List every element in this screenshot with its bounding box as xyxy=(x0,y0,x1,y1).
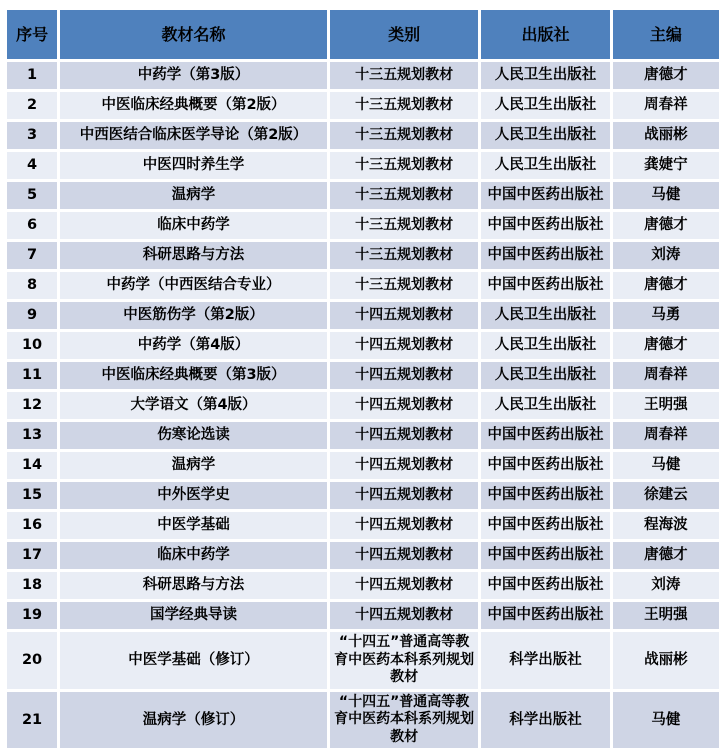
cell-name: 温病学 xyxy=(60,182,327,209)
cell-category: 十四五规划教材 xyxy=(330,512,478,539)
cell-category: 十三五规划教材 xyxy=(330,92,478,119)
cell-name: 中医四时养生学 xyxy=(60,152,327,179)
cell-name: 临床中药学 xyxy=(60,542,327,569)
cell-index: 5 xyxy=(7,182,57,209)
cell-editor: 徐建云 xyxy=(613,482,719,509)
table-body xyxy=(7,62,719,748)
cell-category: 十三五规划教材 xyxy=(330,242,478,269)
cell-category: 十三五规划教材 xyxy=(330,182,478,209)
cell-publisher: 人民卫生出版社 xyxy=(481,392,609,419)
cell-publisher: 人民卫生出版社 xyxy=(481,62,609,89)
cell-name: 中医临床经典概要（第3版） xyxy=(60,362,327,389)
cell-category: 十四五规划教材 xyxy=(330,332,478,359)
cell-editor: 战丽彬 xyxy=(613,122,719,149)
cell-category: 十四五规划教材 xyxy=(330,302,478,329)
cell-category: 十四五规划教材 xyxy=(330,392,478,419)
cell-index: 1 xyxy=(7,62,57,89)
cell-index: 6 xyxy=(7,212,57,239)
cell-name: 中药学（中西医结合专业） xyxy=(60,272,327,299)
cell-publisher: 科学出版社 xyxy=(481,692,609,749)
table-row xyxy=(7,422,719,449)
cell-index: 15 xyxy=(7,482,57,509)
cell-category: “十四五”普通高等教育中医药本科系列规划教材 xyxy=(330,692,478,749)
cell-publisher: 中国中医药出版社 xyxy=(481,542,609,569)
cell-name: 温病学 xyxy=(60,452,327,479)
cell-index: 12 xyxy=(7,392,57,419)
cell-publisher: 中国中医药出版社 xyxy=(481,482,609,509)
cell-name: 科研思路与方法 xyxy=(60,242,327,269)
cell-publisher: 科学出版社 xyxy=(481,632,609,689)
cell-name: 科研思路与方法 xyxy=(60,572,327,599)
column-header-category: 类别 xyxy=(330,10,478,59)
table-row xyxy=(7,512,719,539)
column-header-index: 序号 xyxy=(7,10,57,59)
cell-name: 温病学（修订） xyxy=(60,692,327,749)
cell-editor: 刘涛 xyxy=(613,572,719,599)
cell-name: 中药学（第3版） xyxy=(60,62,327,89)
cell-index: 3 xyxy=(7,122,57,149)
column-header-publisher: 出版社 xyxy=(481,10,609,59)
table-row xyxy=(7,602,719,629)
cell-editor: 马勇 xyxy=(613,302,719,329)
cell-index: 2 xyxy=(7,92,57,119)
cell-editor: 唐德才 xyxy=(613,332,719,359)
cell-category: 十三五规划教材 xyxy=(330,122,478,149)
textbook-table xyxy=(4,7,722,751)
cell-name: 大学语文（第4版） xyxy=(60,392,327,419)
table-row xyxy=(7,62,719,89)
cell-editor: 刘涛 xyxy=(613,242,719,269)
cell-category: 十四五规划教材 xyxy=(330,602,478,629)
cell-category: 十四五规划教材 xyxy=(330,542,478,569)
table-row xyxy=(7,572,719,599)
cell-index: 14 xyxy=(7,452,57,479)
cell-editor: 马健 xyxy=(613,692,719,749)
table-row xyxy=(7,392,719,419)
cell-category: 十三五规划教材 xyxy=(330,152,478,179)
cell-name: 中医筋伤学（第2版） xyxy=(60,302,327,329)
cell-category: 十三五规划教材 xyxy=(330,272,478,299)
table-row xyxy=(7,242,719,269)
cell-index: 4 xyxy=(7,152,57,179)
cell-category: 十四五规划教材 xyxy=(330,362,478,389)
cell-index: 18 xyxy=(7,572,57,599)
cell-index: 13 xyxy=(7,422,57,449)
cell-publisher: 人民卫生出版社 xyxy=(481,362,609,389)
cell-editor: 马健 xyxy=(613,452,719,479)
cell-editor: 唐德才 xyxy=(613,542,719,569)
table-header xyxy=(7,10,719,59)
cell-index: 10 xyxy=(7,332,57,359)
cell-index: 17 xyxy=(7,542,57,569)
table-row xyxy=(7,302,719,329)
table-row xyxy=(7,182,719,209)
cell-editor: 王明强 xyxy=(613,602,719,629)
table-row xyxy=(7,152,719,179)
cell-index: 16 xyxy=(7,512,57,539)
cell-category: 十四五规划教材 xyxy=(330,422,478,449)
cell-editor: 周春祥 xyxy=(613,362,719,389)
cell-index: 19 xyxy=(7,602,57,629)
cell-editor: 唐德才 xyxy=(613,212,719,239)
cell-name: 国学经典导读 xyxy=(60,602,327,629)
cell-name: 中医临床经典概要（第2版） xyxy=(60,92,327,119)
cell-index: 9 xyxy=(7,302,57,329)
cell-category: 十四五规划教材 xyxy=(330,452,478,479)
cell-index: 11 xyxy=(7,362,57,389)
cell-index: 21 xyxy=(7,692,57,749)
cell-publisher: 人民卫生出版社 xyxy=(481,92,609,119)
cell-publisher: 人民卫生出版社 xyxy=(481,302,609,329)
column-header-name: 教材名称 xyxy=(60,10,327,59)
cell-publisher: 人民卫生出版社 xyxy=(481,332,609,359)
table-row xyxy=(7,632,719,689)
cell-name: 临床中药学 xyxy=(60,212,327,239)
cell-name: 中医学基础（修订） xyxy=(60,632,327,689)
cell-editor: 王明强 xyxy=(613,392,719,419)
cell-publisher: 人民卫生出版社 xyxy=(481,122,609,149)
cell-editor: 马健 xyxy=(613,182,719,209)
table-row xyxy=(7,692,719,749)
cell-publisher: 中国中医药出版社 xyxy=(481,512,609,539)
table-row xyxy=(7,542,719,569)
column-header-editor: 主编 xyxy=(613,10,719,59)
cell-editor: 周春祥 xyxy=(613,422,719,449)
table-row xyxy=(7,272,719,299)
cell-publisher: 中国中医药出版社 xyxy=(481,212,609,239)
cell-index: 7 xyxy=(7,242,57,269)
cell-editor: 周春祥 xyxy=(613,92,719,119)
cell-name: 中外医学史 xyxy=(60,482,327,509)
cell-editor: 唐德才 xyxy=(613,272,719,299)
cell-category: 十四五规划教材 xyxy=(330,572,478,599)
cell-name: 中医学基础 xyxy=(60,512,327,539)
cell-editor: 战丽彬 xyxy=(613,632,719,689)
table-row xyxy=(7,482,719,509)
header-row xyxy=(7,10,719,59)
cell-category: 十三五规划教材 xyxy=(330,212,478,239)
cell-index: 8 xyxy=(7,272,57,299)
cell-publisher: 中国中医药出版社 xyxy=(481,602,609,629)
cell-category: “十四五”普通高等教育中医药本科系列规划教材 xyxy=(330,632,478,689)
table-row xyxy=(7,122,719,149)
cell-editor: 唐德才 xyxy=(613,62,719,89)
cell-name: 中西医结合临床医学导论（第2版） xyxy=(60,122,327,149)
cell-editor: 龚婕宁 xyxy=(613,152,719,179)
table-row xyxy=(7,362,719,389)
cell-name: 伤寒论选读 xyxy=(60,422,327,449)
cell-name: 中药学（第4版） xyxy=(60,332,327,359)
cell-publisher: 中国中医药出版社 xyxy=(481,422,609,449)
cell-publisher: 中国中医药出版社 xyxy=(481,572,609,599)
cell-category: 十四五规划教材 xyxy=(330,482,478,509)
cell-publisher: 中国中医药出版社 xyxy=(481,452,609,479)
table-row xyxy=(7,332,719,359)
cell-index: 20 xyxy=(7,632,57,689)
cell-publisher: 中国中医药出版社 xyxy=(481,242,609,269)
cell-category: 十三五规划教材 xyxy=(330,62,478,89)
table-row xyxy=(7,452,719,479)
cell-publisher: 中国中医药出版社 xyxy=(481,272,609,299)
table-row xyxy=(7,92,719,119)
cell-publisher: 人民卫生出版社 xyxy=(481,152,609,179)
cell-editor: 程海波 xyxy=(613,512,719,539)
table-row xyxy=(7,212,719,239)
cell-publisher: 中国中医药出版社 xyxy=(481,182,609,209)
